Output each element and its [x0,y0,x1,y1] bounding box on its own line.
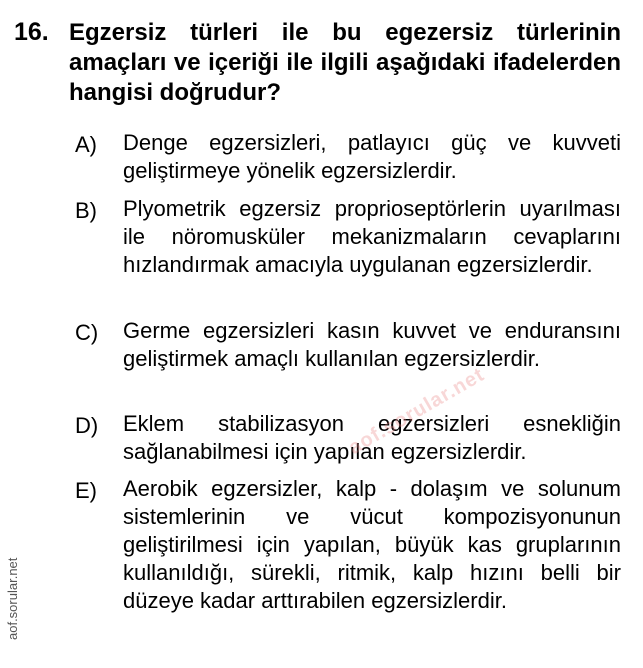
option-a-text: Denge egzersizleri, patlayıcı güç ve kuvveti geliştirmeye yönelik egzersizlerdir. [123,130,621,183]
option-c-letter: C) [75,320,99,345]
option-e-letter: E) [75,478,97,503]
side-watermark: aof.sorular.net [5,557,20,640]
option-c-text: Germe egzersizleri kasın kuvvet ve enduransını geliştirmek amaçlı kullanılan egzersizlerdir. [123,318,621,371]
watermark: aof.sorular.net [345,363,489,460]
option-a-letter: A) [75,132,97,157]
option-b-text: Plyometrik egzersiz proprioseptörlerin uyarılması ile nöromusküler mekanizmaların cevaplarını hızlandırmak amacıyla uygulanan egzersizlerdir. [123,196,621,277]
option-d-text: Eklem stabilizasyon egzersizleri esnekliğin sağlanabilmesi için yapılan egzersizlerdir. [123,411,621,464]
option-b-letter: B) [75,198,97,223]
question-text: Egzersiz türleri ile bu egezersiz türlerinin amaçları ve içeriği ile ilgili aşağıdaki ifadelerden hangisi doğrudur? [69,19,621,106]
question-number: 16. [14,18,49,46]
option-e-text: Aerobik egzersizler, kalp - dolaşım ve solunum sistemlerinin ve vücut kompozisyonunun geliştirilmesi için yapılan, büyük kas gruplarının kullanıldığı, sürekli, ritmik, kalp hızını belli bir düzeye kadar arttırabilen egzersizlerdir. [123,476,621,613]
option-d-letter: D) [75,413,99,438]
